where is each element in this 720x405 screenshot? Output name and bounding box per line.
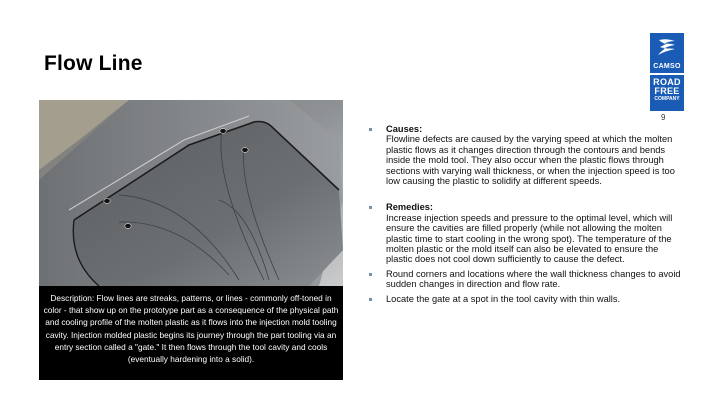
flow-line-photo (39, 100, 343, 380)
bullet-text: Increase injection speeds and pressure to the optimal level, which will ensure the cavities are filled properly (while not allowing the molten plastic time to start cooling in the wrong spot). The temperature of the molten plastic or the mold itself can also be elevated to ensure the plastic does not cool down sufficiently to cause the defect. (386, 212, 673, 265)
bullet-remedies (367, 202, 687, 264)
logo-line-free: FREE (654, 86, 680, 96)
camso-logo (650, 33, 684, 111)
road-free-company-logo (650, 75, 684, 111)
bullet-causes (367, 124, 687, 186)
bullet-list (367, 124, 687, 308)
bullet-text: Flowline defects are caused by the varying speed at which the molten plastic flows as it changes direction through the contours and bends inside the mold tool. They also occur when the plastic flows through sections with varying wall thickness, or when the injection speed is too low causing the plastic to solidify at different speeds. (386, 134, 675, 187)
bullet-gate-location (367, 294, 687, 304)
slide-title: Flow Line (44, 52, 143, 75)
logo-line-road: ROAD (653, 77, 681, 87)
bullet-heading: Causes: (386, 124, 423, 134)
bullet-round-corners (367, 269, 687, 290)
molded-part-image (39, 100, 343, 286)
bullet-text: Round corners and locations where the wall thickness changes to avoid sudden changes in direction and flow rate. (386, 268, 681, 290)
image-caption: Description: Flow lines are streaks, patterns, or lines - commonly off-toned in color - that show up on the prototype part as a consequence of the physical path and cooling profile of the molten plastic as it flows into the injection mold tooling cavity. Injection molded plastic begins its journey through the part tooling via an entry section called a "gate." It then flows through the tool cavity and cools (eventually hardening into a solid). (39, 286, 343, 380)
camso-brand-text: CAMSO (653, 63, 681, 70)
logo-line-company: COMPANY (654, 96, 680, 102)
camso-swoosh-icon (655, 37, 679, 59)
bullet-heading: Remedies: (386, 202, 434, 213)
bullet-text: Locate the gate at a spot in the tool cavity with thin walls. (386, 293, 621, 304)
camso-logo-top (650, 33, 684, 73)
page-number: 9 (661, 113, 666, 122)
